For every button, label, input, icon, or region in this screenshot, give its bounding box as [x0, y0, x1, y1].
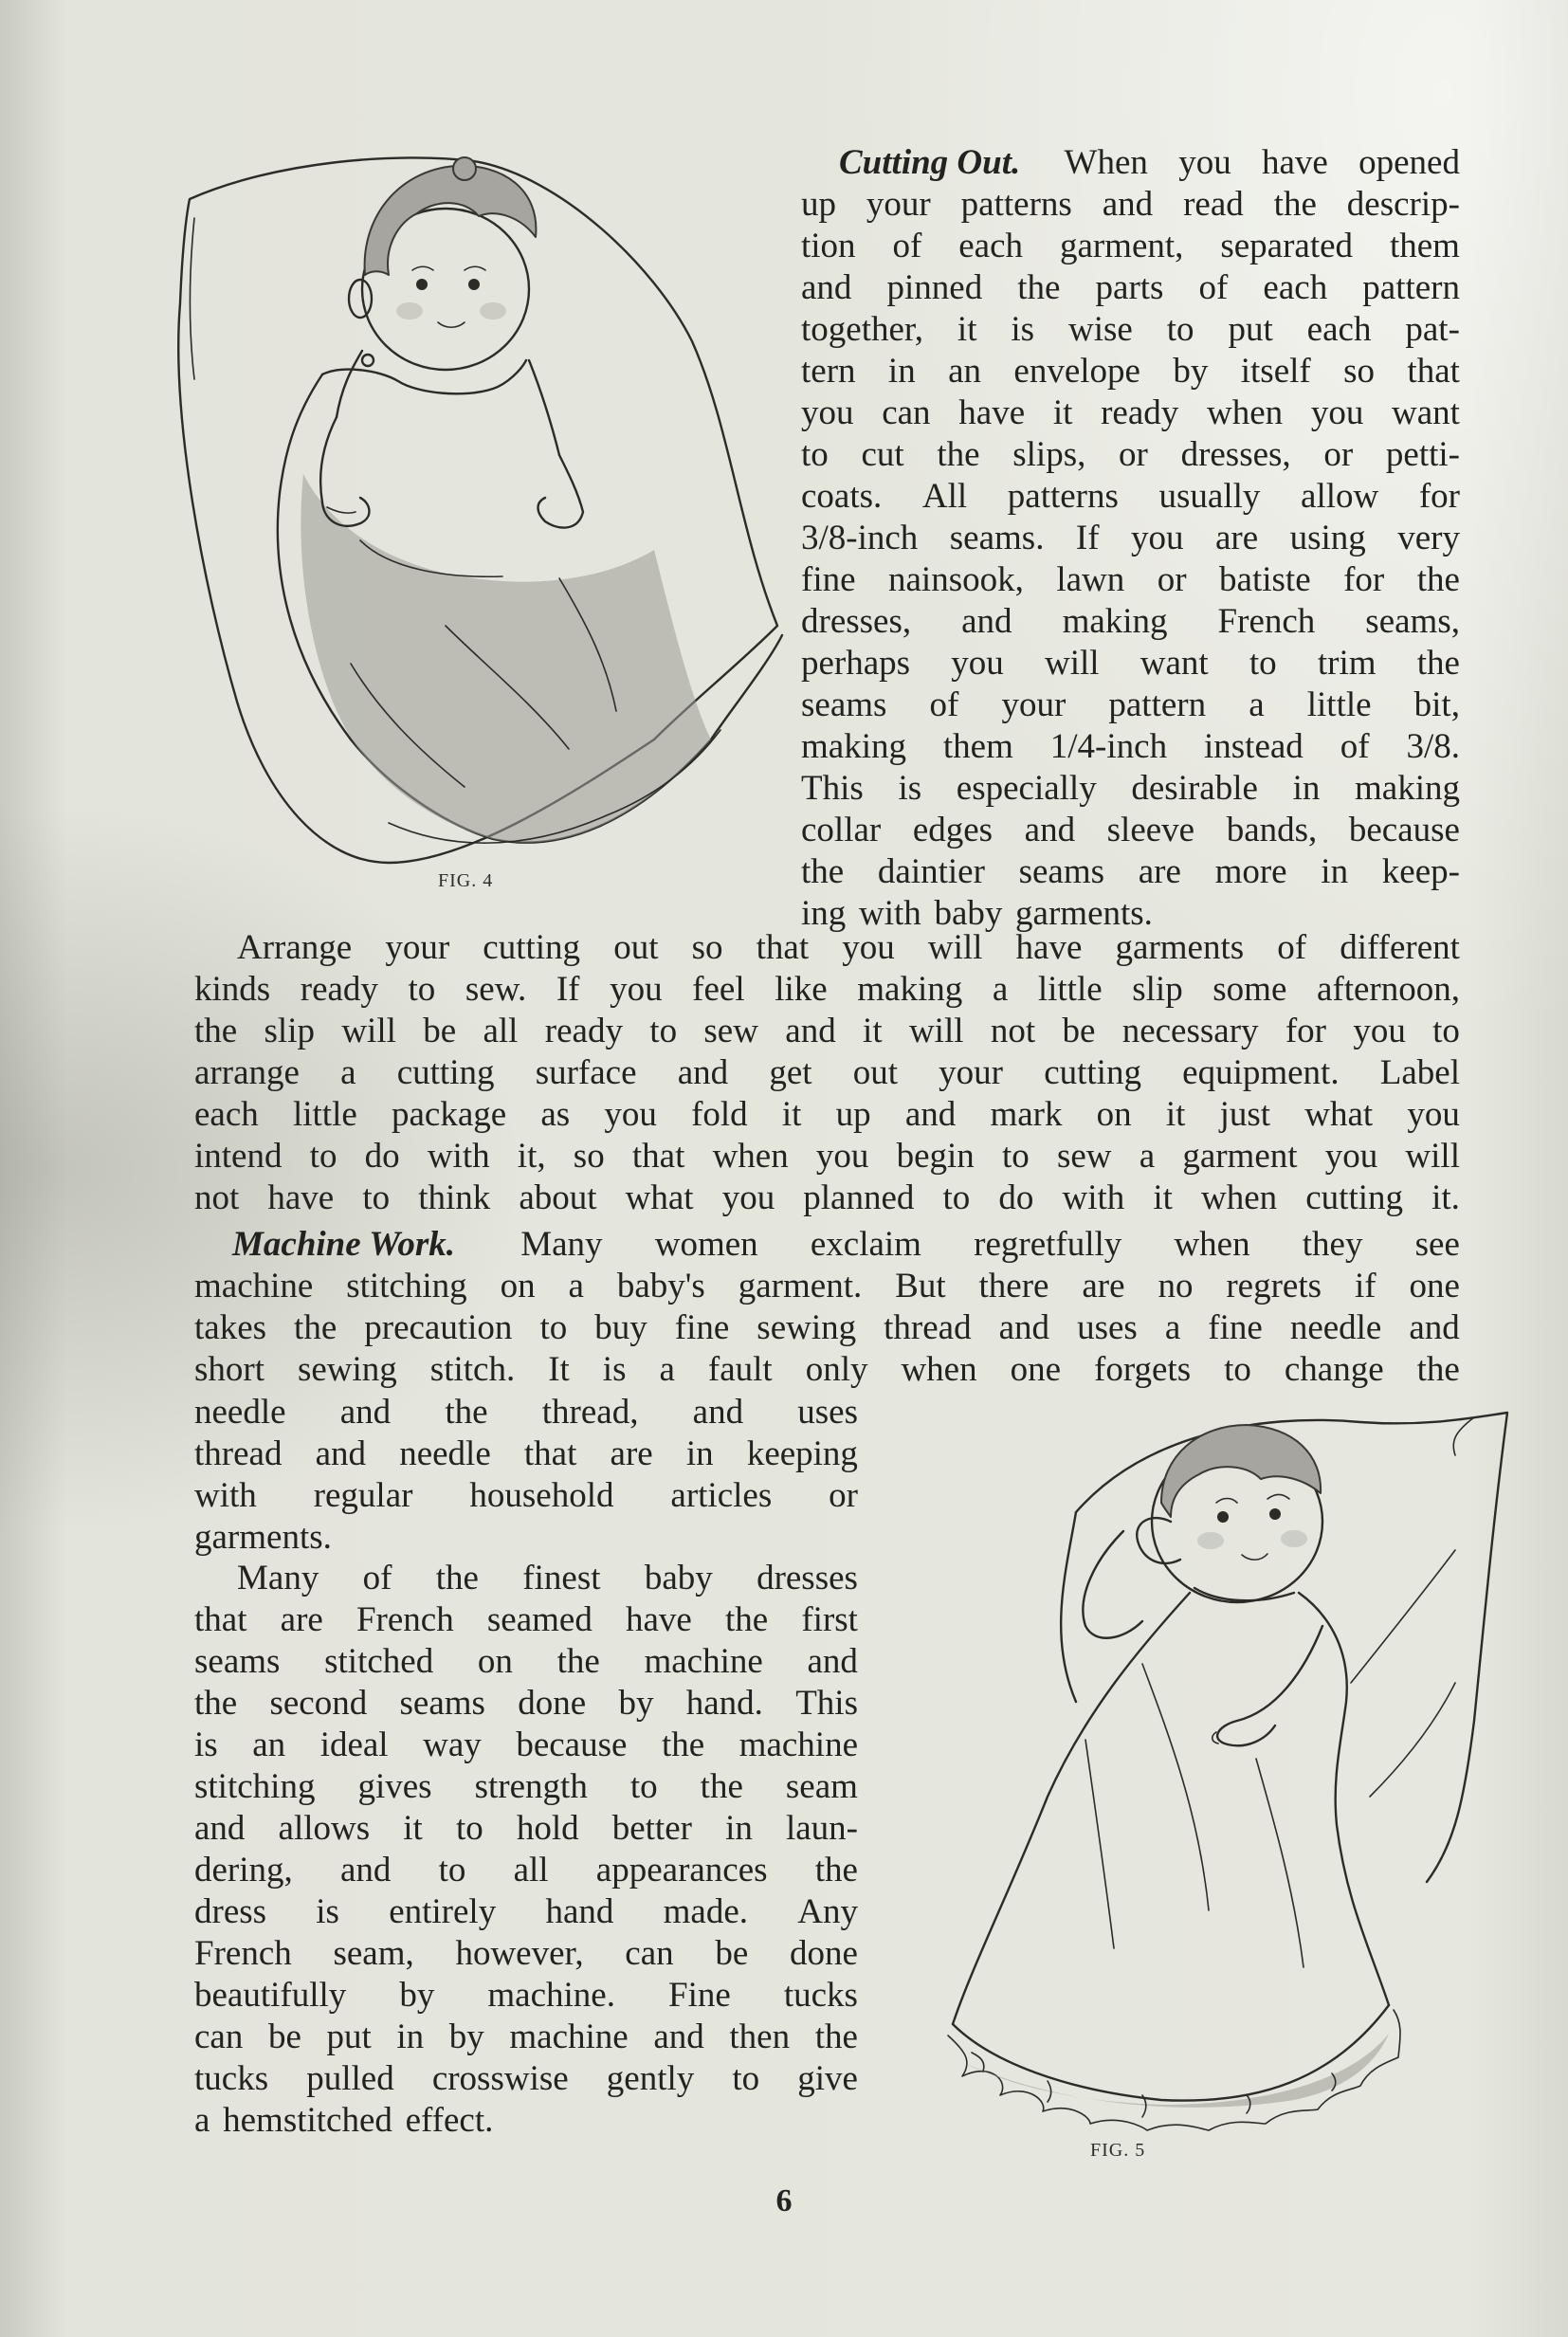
text-line: needle and the thread, and uses [194, 1393, 858, 1432]
text-line: ing with baby garments. [801, 894, 1153, 933]
text-line: each little package as you fold it up and mark on it just what you [194, 1095, 1460, 1134]
arrange-paragraph [194, 927, 1460, 1219]
text-line: that are French seamed have the first [194, 1600, 858, 1639]
text-line: dress is entirely hand made. Any [194, 1892, 858, 1931]
text-line: thread and needle that are in keeping [194, 1434, 858, 1473]
text-line: seams of your pattern a little bit, [801, 685, 1460, 724]
text-line: 3/8-inch seams. If you are using very [801, 519, 1460, 557]
text-line: short sewing stitch. It is a fault only when one forgets to change the [194, 1350, 1460, 1389]
text-line: fine nainsook, lawn or batiste for the [801, 560, 1460, 599]
text-line: garments. [194, 1518, 332, 1557]
page-number: 6 [775, 2183, 793, 2218]
text-line: and pinned the parts of each pattern [801, 268, 1460, 307]
text-line: stitching gives strength to the seam [194, 1767, 858, 1806]
text-line: the second seams done by hand. This [194, 1684, 858, 1723]
section-heading: Cutting Out. [839, 143, 1021, 182]
text-line: perhaps you will want to trim the [801, 644, 1460, 683]
text-line: together, it is wise to put each pat- [801, 310, 1460, 349]
text-line: you can have it ready when you want [801, 393, 1460, 432]
text-line: making them 1/4-inch instead of 3/8. [801, 727, 1460, 766]
french-seams-paragraph [194, 1558, 858, 2142]
text-line: coats. All patterns usually allow for [801, 477, 1460, 516]
text-line: Arrange your cutting out so that you will have garments of different [237, 928, 1460, 967]
text-line: and allows it to hold better in laun- [194, 1809, 858, 1848]
machine-work-paragraph [194, 1224, 1460, 1391]
text-line: machine stitching on a baby's garment. But there are no regrets if one [194, 1267, 1460, 1305]
text-line: the slip will be all ready to sew and it will not be necessary for you to [194, 1012, 1460, 1050]
text-line: takes the precaution to buy fine sewing thread and uses a fine needle and [194, 1308, 1460, 1347]
text-line: dresses, and making French seams, [801, 602, 1460, 641]
text-line: is an ideal way because the machine [194, 1725, 858, 1764]
text-line: arrange a cutting surface and get out your cutting equipment. Label [194, 1053, 1460, 1092]
text-line: seams stitched on the machine and [194, 1642, 858, 1681]
text-line: Many of the finest baby dresses [237, 1559, 858, 1598]
figure-4-caption: FIG. 4 [438, 870, 494, 891]
text-line: tucks pulled crosswise gently to give [194, 2059, 858, 2098]
text-line: Cutting Out. When you have opened [839, 143, 1460, 182]
text-line: tern in an envelope by itself so that [801, 352, 1460, 391]
machine-work-continuation [194, 1392, 858, 1559]
text-line: dering, and to all appearances the [194, 1851, 858, 1890]
cutting-out-paragraph [801, 142, 1460, 935]
text-line: intend to do with it, so that when you begin to sew a garment you will [194, 1137, 1460, 1176]
section-heading: Machine Work. [232, 1225, 456, 1264]
text-line: not have to think about what you planned to do with it when cutting it. [194, 1178, 1460, 1217]
text-line: the daintier seams are more in keep- [801, 852, 1460, 891]
text-line: This is especially desirable in making [801, 769, 1460, 808]
text-line: a hemstitched effect. [194, 2101, 494, 2140]
text-line: can be put in by machine and then the [194, 2017, 858, 2056]
figure-5-caption: FIG. 5 [1090, 2140, 1146, 2161]
text-line: tion of each garment, separated them [801, 227, 1460, 265]
text-line: up your patterns and read the descrip- [801, 185, 1460, 224]
text-line: French seam, however, can be done [194, 1934, 858, 1973]
text-line: Machine Work. Many women exclaim regretfully when they see [232, 1225, 1460, 1264]
text-line: to cut the slips, or dresses, or petti- [801, 435, 1460, 474]
baby-dress-illustration [858, 1398, 1522, 2147]
text-line: kinds ready to sew. If you feel like making a little slip some afternoon, [194, 970, 1460, 1009]
text-line: with regular household articles or [194, 1476, 858, 1515]
baby-slip-illustration [161, 133, 796, 882]
text-line: collar edges and sleeve bands, because [801, 811, 1460, 849]
text-line: beautifully by machine. Fine tucks [194, 1976, 858, 2015]
